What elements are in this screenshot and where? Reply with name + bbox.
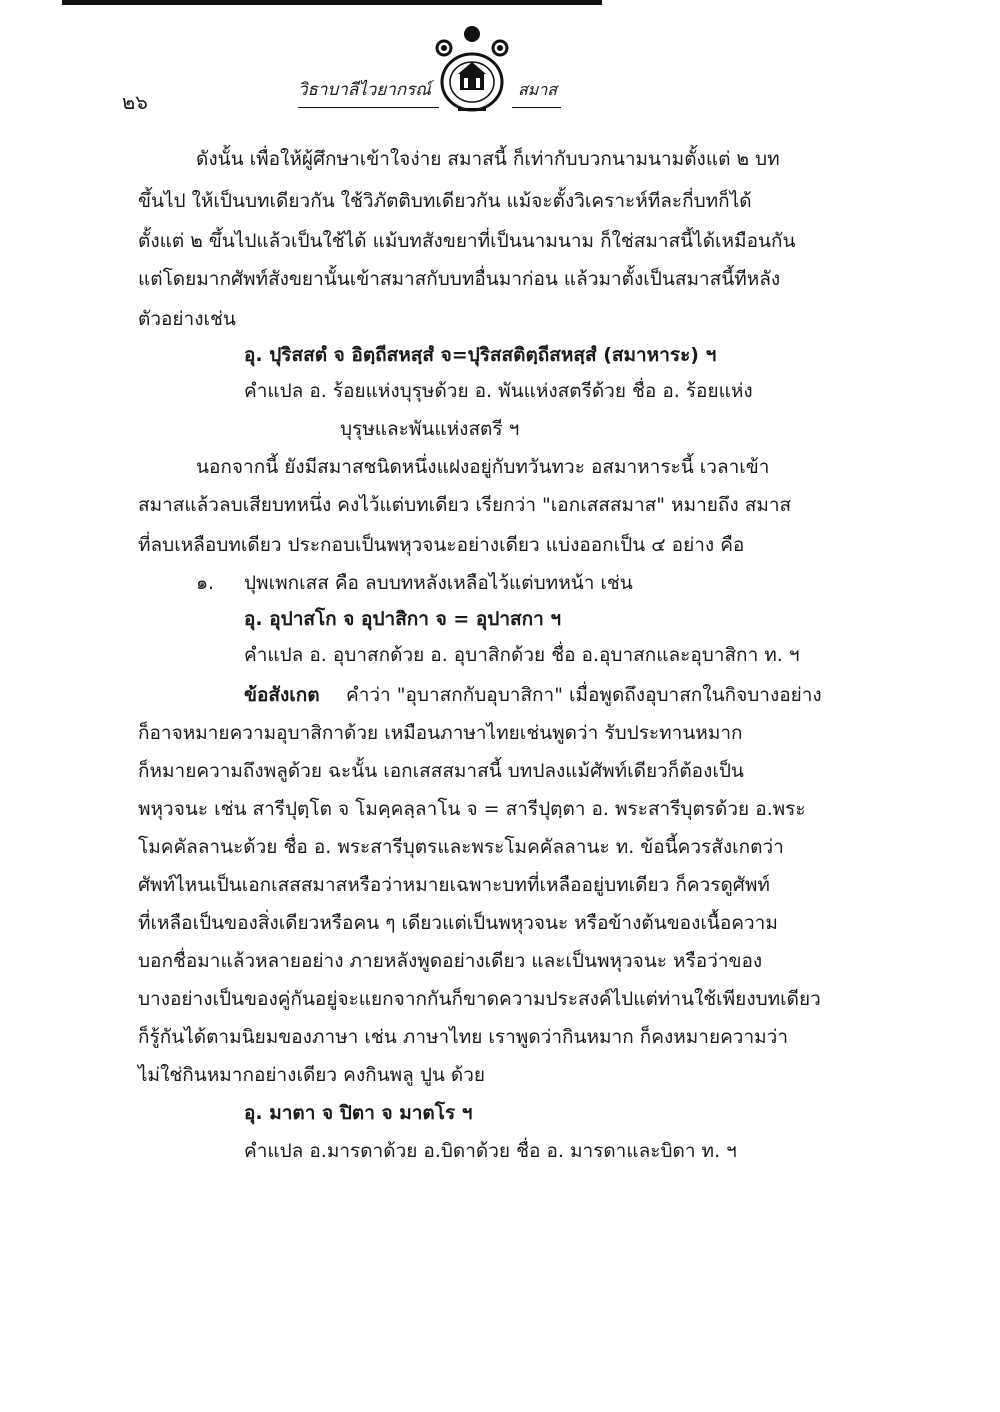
- top-border-bar: [62, 0, 602, 5]
- intro-line: แต่โดยมากศัพท์สังขยานั้นเข้าสมาสกับบทอื่นมาก่อน แล้วมาตั้งเป็นสมาสนี้ทีหลัง: [138, 268, 781, 290]
- note-line: ไม่ใช่กินหมากอย่างเดียว คงกินพลู ปูน ด้วย: [138, 1064, 486, 1086]
- list-item-number: ๑.: [196, 572, 215, 594]
- note-label: ข้อสังเกต: [244, 684, 320, 706]
- note-line: พหุวจนะ เช่น สารีปุตฺโต จ โมคฺคลฺลาโน จ = สารีปุตฺตา อ. พระสารีบุตรด้วย อ.พระ: [138, 798, 806, 820]
- intro-line: ดังนั้น เพื่อให้ผู้ศึกษาเข้าใจง่าย สมาสนี้ ก็เท่ากับบวกนามนามตั้งแต่ ๒ บท: [196, 148, 780, 170]
- note-line: ศัพท์ไหนเป็นเอกเสสสมาสหรือว่าหมายเฉพาะบทที่เหลืออยู่บทเดียว ก็ควรดูศัพท์: [138, 874, 770, 896]
- note-line: ก็หมายความถึงพลูด้วย ฉะนั้น เอกเสสสมาสนี้ บทปลงแม้ศัพท์เดียวก็ต้องเป็น: [138, 760, 744, 782]
- example-pali: อุ. อุปาสโก จ อุปาสิกา จ = อุปาสกา ฯ: [244, 608, 562, 630]
- paragraph-line: นอกจากนี้ ยังมีสมาสชนิดหนึ่งแฝงอยู่กับทวันทวะ อสมาหาระนี้ เวลาเข้า: [196, 456, 770, 478]
- intro-line: ขึ้นไป ให้เป็นบทเดียวกัน ใช้วิภัตติบทเดียวกัน แม้จะตั้งวิเคราะห์ทีละกี่บทก็ได้: [138, 190, 752, 212]
- header-title: วิธาบาลีไวยากรณ์: [298, 76, 431, 103]
- page-number: ๒๖: [122, 90, 148, 114]
- example-translation: คำแปล อ. อุบาสกด้วย อ. อุบาสิกด้วย ชื่อ อ.อุบาสกและอุบาสิกา ท. ฯ: [244, 644, 800, 666]
- example-translation: บุรุษและพันแห่งสตรี ฯ: [340, 418, 520, 440]
- note-line: คำว่า "อุบาสกกับอุบาสิกา" เมื่อพูดถึงอุบาสกในกิจบางอย่าง: [346, 684, 822, 706]
- example-pali: อุ. ปุริสสตํ จ อิตฺถีสหสฺสํ จ=ปุริสสติตฺถีสหสฺสํ (สมาหาระ) ฯ: [244, 344, 717, 366]
- institution-emblem-icon: [428, 22, 516, 118]
- paragraph-line: ที่ลบเหลือบทเดียว ประกอบเป็นพหุวจนะอย่างเดียว แบ่งออกเป็น ๔ อย่าง คือ: [138, 534, 745, 556]
- paragraph-line: สมาสแล้วลบเสียบทหนึ่ง คงไว้แต่บทเดียว เรียกว่า "เอกเสสสมาส" หมายถึง สมาส: [138, 494, 792, 516]
- example-pali: อุ. มาตา จ ปิตา จ มาตโร ฯ: [244, 1102, 473, 1124]
- example-translation: คำแปล อ. ร้อยแห่งบุรุษด้วย อ. พันแห่งสตรีด้วย ชื่อ อ. ร้อยแห่ง: [244, 380, 753, 402]
- note-line: ก็อาจหมายความอุบาสิกาด้วย เหมือนภาษาไทยเช่นพูดว่า รับประทานหมาก: [138, 722, 743, 744]
- list-item-text: ปุพเพกเสส คือ ลบบทหลังเหลือไว้แต่บทหน้า เช่น: [244, 572, 633, 594]
- example-translation: คำแปล อ.มารดาด้วย อ.บิดาด้วย ชื่อ อ. มารดาและบิดา ท. ฯ: [244, 1140, 737, 1162]
- intro-line: ตัวอย่างเช่น: [138, 308, 236, 330]
- note-line: ที่เหลือเป็นของสิ่งเดียวหรือคน ๆ เดียวแต่เป็นพหุวจนะ หรือข้างต้นของเนื้อความ: [138, 912, 778, 934]
- header-subject: สมาส: [518, 78, 557, 103]
- note-line: โมคคัลลานะด้วย ชื่อ อ. พระสารีบุตรและพระโมคคัลลานะ ท. ข้อนี้ควรสังเกตว่า: [138, 836, 784, 858]
- note-line: บอกชื่อมาแล้วหลายอย่าง ภายหลังพูดอย่างเดียว และเป็นพหุวจนะ หรือว่าของ: [138, 950, 763, 972]
- note-line: บางอย่างเป็นของคู่กันอยู่จะแยกจากกันก็ขาดความประสงค์ไปแต่ท่านใช้เพียงบทเดียว: [138, 988, 821, 1010]
- note-line: ก็รู้กันได้ตามนิยมของภาษา เช่น ภาษาไทย เราพูดว่ากินหมาก ก็คงหมายความว่า: [138, 1026, 789, 1048]
- intro-line: ตั้งแต่ ๒ ขึ้นไปแล้วเป็นใช้ได้ แม้บทสังขยาที่เป็นนามนาม ก็ใช่สมาสนี้ได้เหมือนกัน: [138, 230, 796, 252]
